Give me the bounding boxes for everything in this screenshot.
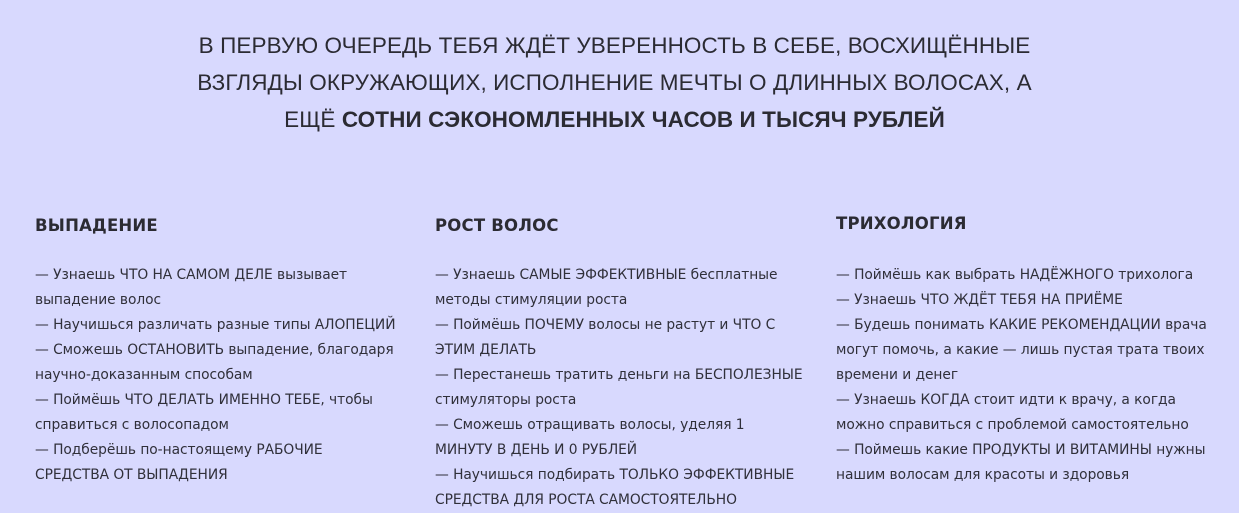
column-hair-loss (35, 215, 400, 488)
list-item: — Поймёшь ПОЧЕМУ волосы не растут и ЧТО С ЭТИМ ДЕЛАТЬ (435, 317, 776, 358)
list-item: — Научишься различать разные типы АЛОПЕЦИЙ (35, 317, 396, 333)
list-item: — Будешь понимать КАКИЕ РЕКОМЕНДАЦИИ врача могут помочь, а какие — лишь пустая трата твоих времени и денег (836, 317, 1207, 383)
list-item: — Научишься подбирать ТОЛЬКО ЭФФЕКТИВНЫЕ СРЕДСТВА ДЛЯ РОСТА САМОСТОЯТЕЛЬНО (435, 467, 795, 508)
hero-text-regular: В ПЕРВУЮ ОЧЕРЕДЬ ТЕБЯ ЖДЁТ УВЕРЕННОСТЬ В СЕБЕ, ВОСХИЩЁННЫЕ ВЗГЛЯДЫ ОКРУЖАЮЩИХ, ИСПОЛНЕНИЕ МЕЧТЫ О ДЛИННЫХ ВОЛОСАХ, А ЕЩЁ (197, 33, 1032, 132)
list-item: — Узнаешь САМЫЕ ЭФФЕКТИВНЫЕ бесплатные методы стимуляции роста (435, 267, 778, 308)
list-item: — Сможешь отращивать волосы, уделяя 1 МИНУТУ В ДЕНЬ И 0 РУБЛЕЙ (435, 417, 745, 458)
column-title: РОСТ ВОЛОС (435, 216, 559, 235)
list-item: — Узнаешь ЧТО ЖДЁТ ТЕБЯ НА ПРИЁМЕ (836, 292, 1123, 308)
column-title: ТРИХОЛОГИЯ (836, 214, 967, 233)
column-hair-growth (435, 215, 805, 513)
list-item: — Подберёшь по-настоящему РАБОЧИЕ СРЕДСТВА ОТ ВЫПАДЕНИЯ (35, 442, 323, 483)
list-item: — Поймешь какие ПРОДУКТЫ И ВИТАМИНЫ нужны нашим волосам для красоты и здоровья (836, 442, 1206, 483)
list-item: — Узнаешь КОГДА стоит идти к врачу, а когда можно справиться с проблемой самостоятельно (836, 392, 1189, 433)
list-item: — Поймёшь как выбрать НАДЁЖНОГО трихолога (836, 267, 1194, 283)
list-item: — Сможешь ОСТАНОВИТЬ выпадение, благодаря научно-доказанным способам (35, 342, 394, 383)
benefit-list (435, 263, 805, 513)
benefit-list (836, 263, 1208, 488)
list-item: — Перестанешь тратить деньги на БЕСПОЛЕЗНЫЕ стимуляторы роста (435, 367, 803, 408)
column-title: ВЫПАДЕНИЕ (35, 216, 158, 235)
list-item: — Узнаешь ЧТО НА САМОМ ДЕЛЕ вызывает выпадение волос (35, 267, 348, 308)
hero-headline (180, 27, 1049, 138)
column-trichology (836, 213, 1208, 488)
hero-text-bold: СОТНИ СЭКОНОМЛЕННЫХ ЧАСОВ И ТЫСЯЧ РУБЛЕЙ (341, 107, 945, 132)
benefit-list (35, 263, 400, 488)
list-item: — Поймёшь ЧТО ДЕЛАТЬ ИМЕННО ТЕБЕ, чтобы справиться с волосопадом (35, 392, 373, 433)
